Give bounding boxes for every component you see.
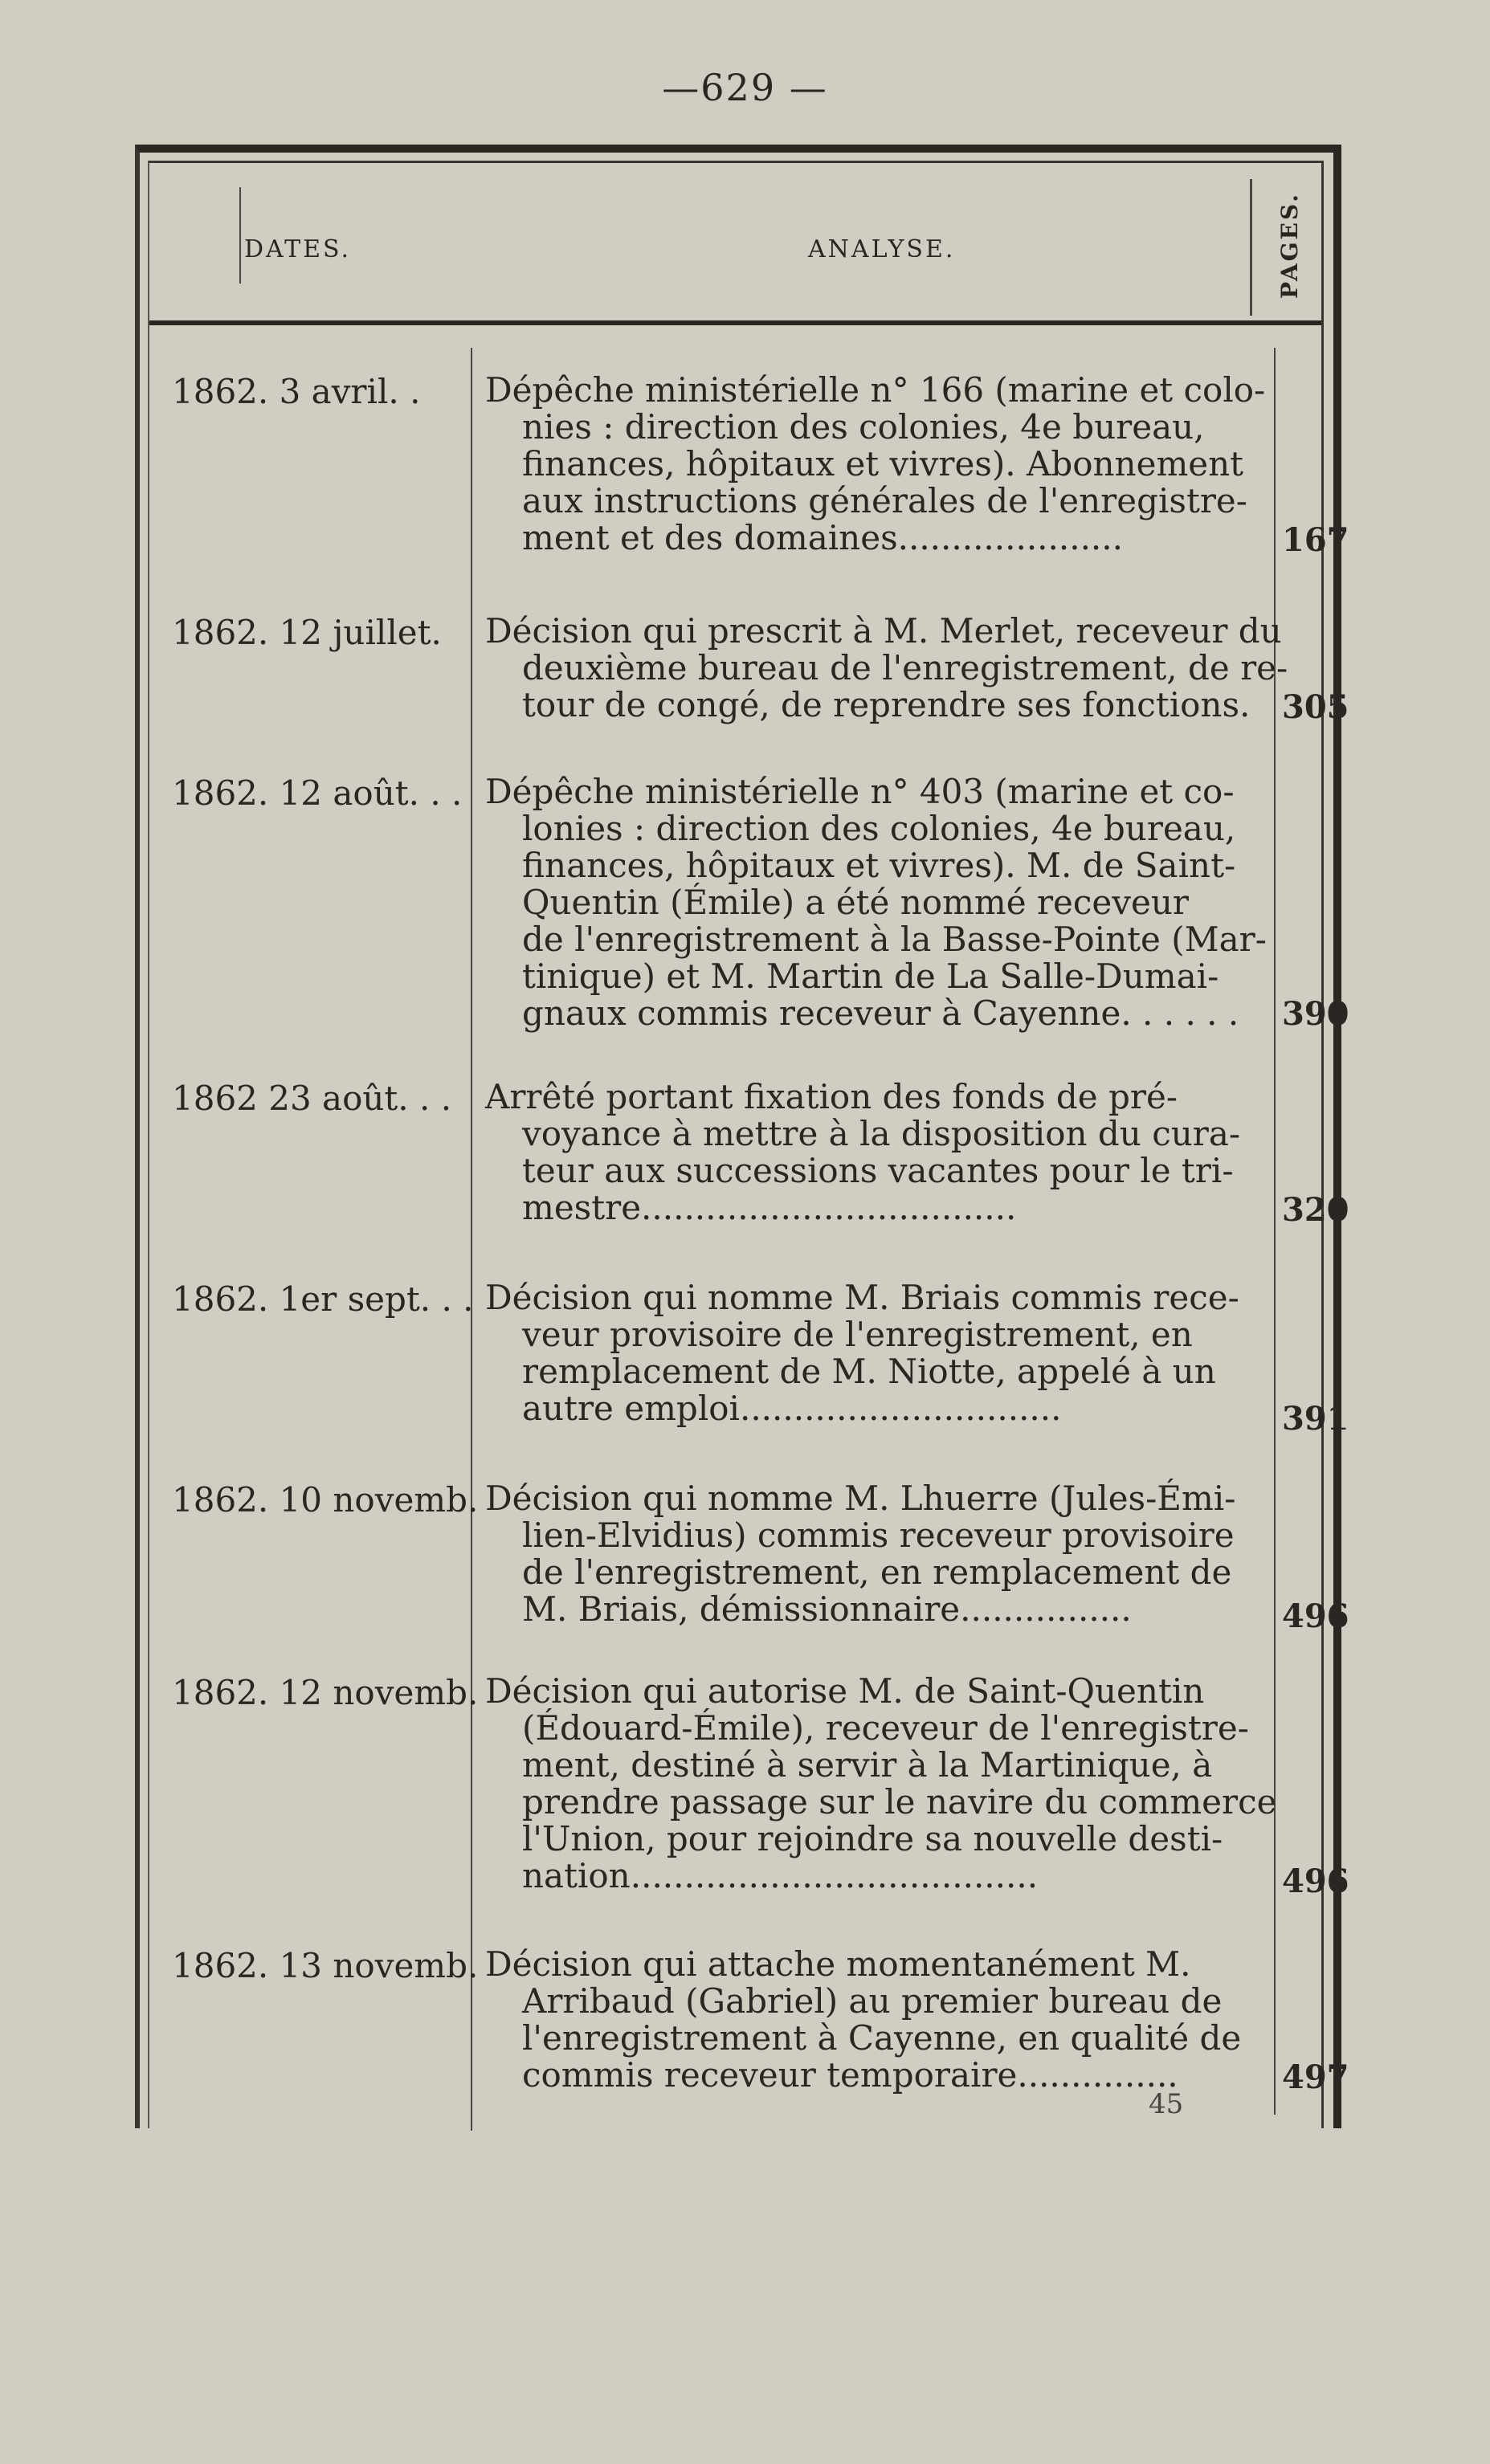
analysis-line: Arrêté portant fixation des fonds de pré- <box>485 1077 1178 1116</box>
header-dates: DATES. <box>244 235 352 263</box>
analysis-line: voyance à mettre à la disposition du cura- <box>522 1114 1241 1153</box>
analysis-line: M. Briais, démissionnaire................ <box>522 1589 1132 1629</box>
analysis-line: de l'enregistrement à la Basse-Pointe (Mar- <box>522 920 1267 959</box>
analysis-line: commis receveur temporaire............... <box>522 2055 1178 2095</box>
entry-analysis <box>485 613 1354 724</box>
analysis-line: tinique) et M. Martin de La Salle-Dumai- <box>522 957 1219 996</box>
analysis-line: Décision qui prescrit à M. Merlet, receveur du <box>485 611 1282 651</box>
analysis-line: nation...................................... <box>522 1856 1039 1895</box>
entry-page: 305 <box>1282 688 1349 726</box>
analysis-line: deuxième bureau de l'enregistrement, de re- <box>522 648 1288 687</box>
analysis-line: veur provisoire de l'enregistrement, en <box>522 1315 1193 1354</box>
analysis-line: finances, hôpitaux et vivres). Abonnement <box>522 444 1244 483</box>
entry-analysis <box>485 372 1354 557</box>
analysis-line: Dépêche ministérielle n° 166 (marine et colo- <box>485 370 1266 410</box>
analysis-line: l'Union, pour rejoindre sa nouvelle desti- <box>522 1819 1223 1858</box>
entry-page: 496 <box>1282 1862 1349 1900</box>
analysis-line: prendre passage sur le navire du commerce <box>522 1782 1277 1821</box>
table-inner-frame <box>148 161 1349 2128</box>
analysis-line: lonies : direction des colonies, 4e bureau, <box>522 809 1236 848</box>
entry-analysis <box>485 1079 1354 1226</box>
column-separator-dates <box>471 348 472 2131</box>
analysis-line: Arribaud (Gabriel) au premier bureau de <box>522 1981 1223 2021</box>
entry-date: 1862. 12 août. . . <box>172 773 463 813</box>
entry-page: 496 <box>1282 1597 1349 1635</box>
entry-page: 167 <box>1282 521 1349 559</box>
analysis-line: Décision qui attache momentanément M. <box>485 1944 1191 1984</box>
analysis-line: Décision qui nomme M. Lhuerre (Jules-Émi- <box>485 1479 1236 1518</box>
analysis-line: l'enregistrement à Cayenne, en qualité de <box>522 2018 1242 2058</box>
entry-analysis <box>485 773 1354 1032</box>
entry-date: 1862. 10 novemb. <box>172 1480 479 1520</box>
analysis-line: ment et des domaines..................... <box>522 518 1123 557</box>
entry-analysis <box>485 1946 1354 2094</box>
analysis-line: Décision qui nomme M. Briais commis rece- <box>485 1278 1239 1317</box>
entry-page: 497 <box>1282 2058 1349 2096</box>
page-number: —629 — <box>662 66 828 109</box>
analysis-line: ment, destiné à servir à la Martinique, à <box>522 1745 1213 1785</box>
analysis-line: aux instructions générales de l'enregistre- <box>522 481 1247 520</box>
entry-page: 320 <box>1282 1191 1349 1229</box>
entry-page: 391 <box>1282 1400 1349 1438</box>
analysis-line: (Édouard-Émile), receveur de l'enregistre- <box>522 1708 1249 1748</box>
header-rule <box>149 320 1321 325</box>
header-separator-pages <box>1250 179 1252 316</box>
header-pages: PAGES. <box>1276 192 1303 300</box>
entry-page: 390 <box>1282 995 1349 1033</box>
entry-date: 1862. 12 juillet. <box>172 613 442 652</box>
header-separator-dates <box>239 187 241 284</box>
analysis-line: finances, hôpitaux et vivres). M. de Saint- <box>522 846 1236 885</box>
entry-date: 1862. 13 novemb. <box>172 1946 479 1985</box>
index-table <box>135 145 1349 2128</box>
analysis-line: autre emploi.............................. <box>522 1389 1062 1428</box>
entry-analysis <box>485 1279 1354 1427</box>
analysis-line: Dépêche ministérielle n° 403 (marine et co- <box>485 772 1235 811</box>
analysis-line: tour de congé, de reprendre ses fonctions. <box>522 685 1251 724</box>
analysis-line: Quentin (Émile) a été nommé receveur <box>522 883 1189 922</box>
analysis-line: mestre................................... <box>522 1188 1017 1227</box>
analysis-line: remplacement de M. Niotte, appelé à un <box>522 1352 1216 1391</box>
table-header <box>149 163 1321 320</box>
analysis-line: Décision qui autorise M. de Saint-Quentin <box>485 1671 1205 1711</box>
entry-date: 1862 23 août. . . <box>172 1079 452 1118</box>
analysis-line: nies : direction des colonies, 4e bureau, <box>522 407 1205 447</box>
analysis-line: de l'enregistrement, en remplacement de <box>522 1552 1232 1592</box>
analysis-line: gnaux commis receveur à Cayenne. . . . . . <box>522 993 1239 1033</box>
entry-date: 1862. 1er sept. . . <box>172 1279 474 1319</box>
header-analyse: ANALYSE. <box>808 235 956 263</box>
analysis-line: lien-Elvidius) commis receveur provisoire <box>522 1516 1235 1555</box>
analysis-line: teur aux successions vacantes pour le tri- <box>522 1151 1234 1190</box>
entry-date: 1862. 3 avril. . <box>172 372 421 411</box>
entry-analysis <box>485 1673 1354 1895</box>
entry-analysis <box>485 1480 1354 1628</box>
entry-date: 1862. 12 novemb. <box>172 1673 479 1712</box>
signature-mark: 45 <box>1149 2088 1184 2120</box>
